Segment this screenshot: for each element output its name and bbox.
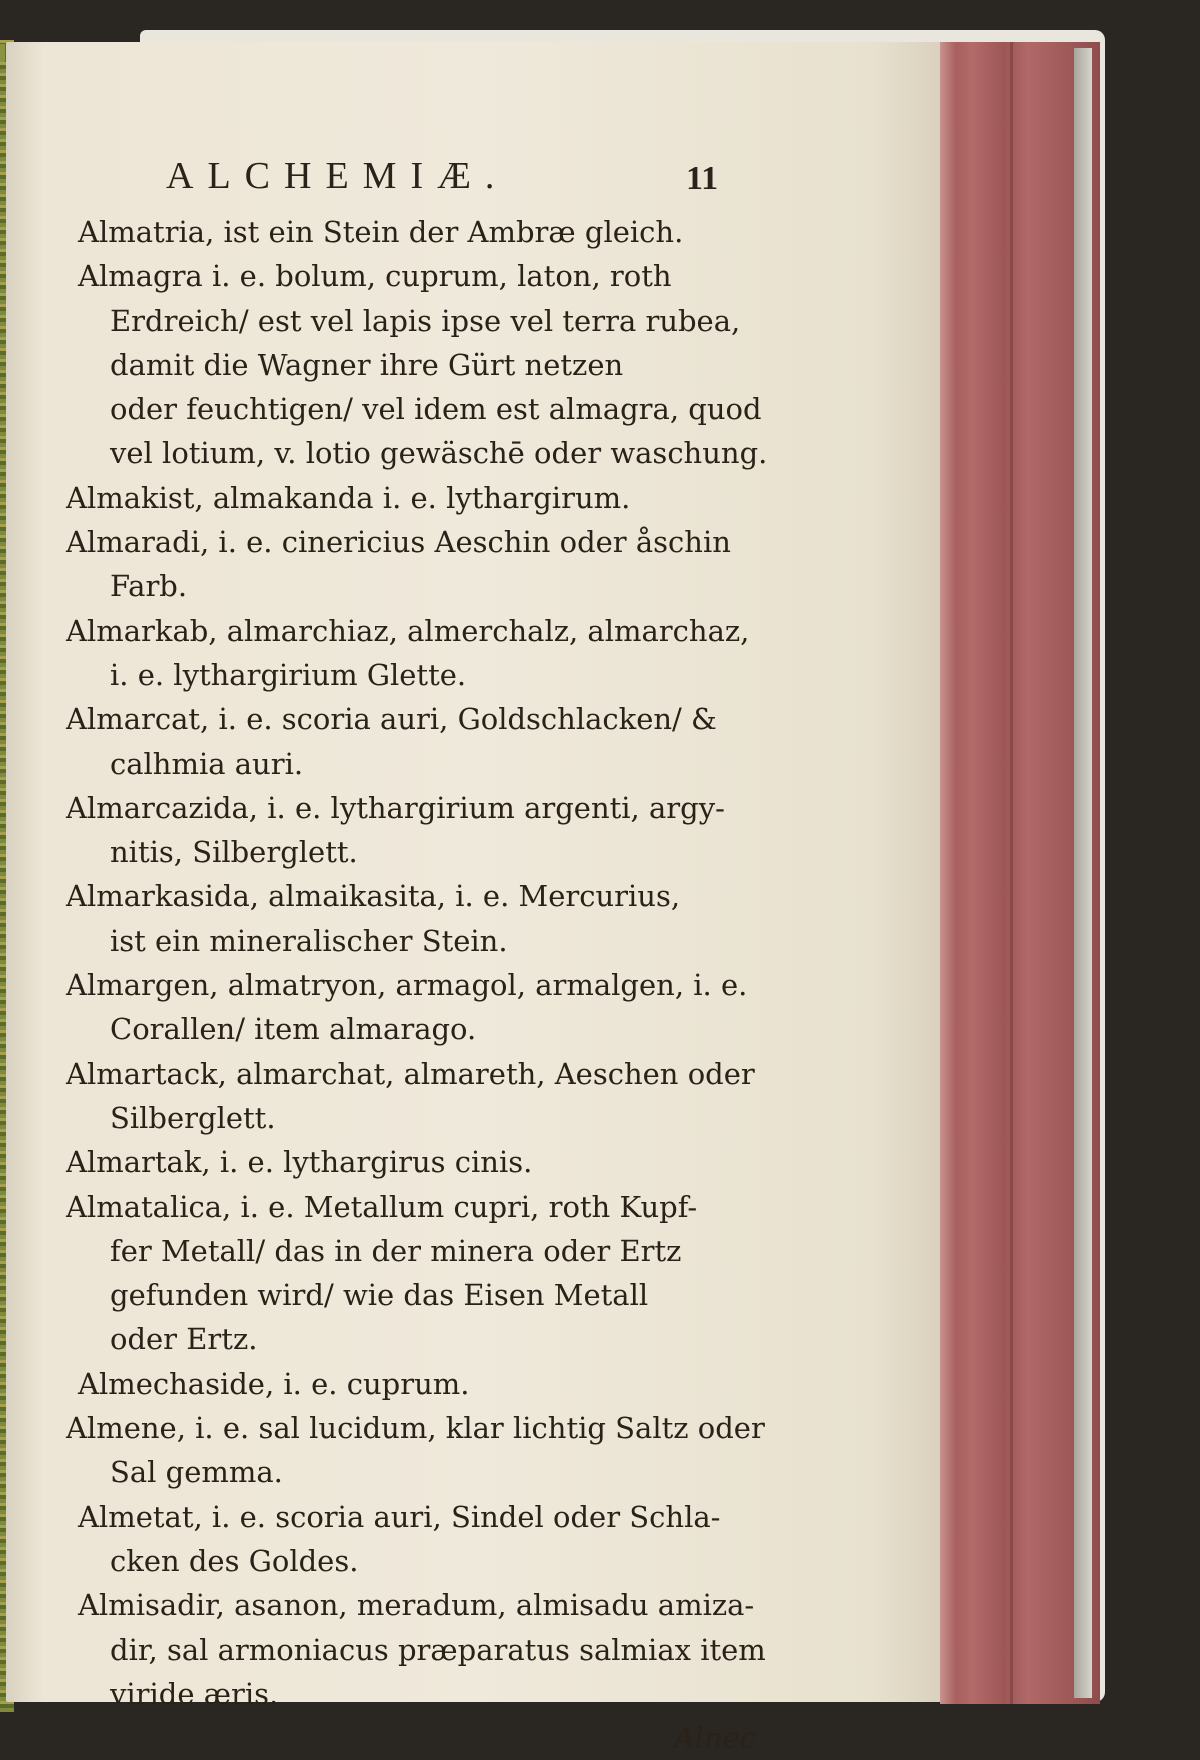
text-line: cken des Goldes. (110, 1543, 359, 1578)
text-line: Almarcat, i. e. scoria auri, Goldschlacken/ & (66, 702, 717, 737)
text-line: dir, sal armoniacus præparatus salmiax item (110, 1632, 766, 1667)
text-line: Almaradi, i. e. cinericius Aeschin oder åschin (66, 525, 731, 560)
text-line: Almagra i. e. bolum, cuprum, laton, roth (78, 259, 672, 294)
text-line: nitis, Silberglett. (110, 835, 358, 870)
text-line: gefunden wird/ wie das Eisen Metall (110, 1278, 649, 1313)
text-line: Almartack, almarchat, almareth, Aeschen oder (66, 1056, 755, 1091)
text-line: viride æris. (110, 1676, 279, 1711)
text-line: vel lotium, v. lotio gewäschē oder waschung. (110, 436, 768, 471)
glossary-text (66, 210, 766, 1760)
text-line: oder Ertz. (110, 1322, 258, 1357)
text-line: Erdreich/ est vel lapis ipse vel terra rubea, (110, 303, 741, 338)
text-line: Almakist, almakanda i. e. lythargirum. (66, 480, 631, 515)
running-head: ALCHEMIÆ. (166, 155, 509, 197)
text-line: Almarcazida, i. e. lythargirium argenti, argy- (66, 790, 725, 825)
page-fore-edge (940, 42, 1100, 1704)
text-line: Almarkasida, almaikasita, i. e. Mercurius, (66, 879, 681, 914)
text-line: Almatalica, i. e. Metallum cupri, roth Kupf- (66, 1189, 698, 1224)
text-line: Corallen/ item almarago. (110, 1012, 477, 1047)
catchword: Alnec (673, 1721, 756, 1756)
text-line: oder feuchtigen/ vel idem est almagra, quod (110, 392, 762, 427)
text-line: Almisadir, asanon, meradum, almisadu amiza- (78, 1588, 755, 1623)
text-line: Almartak, i. e. lythargirus cinis. (66, 1145, 533, 1180)
fore-edge-seam (1010, 42, 1013, 1704)
page-number: 11 (686, 160, 719, 197)
text-line: Almene, i. e. sal lucidum, klar lichtig Saltz oder (66, 1411, 765, 1446)
text-line: damit die Wagner ihre Gürt netzen (110, 347, 624, 382)
text-line: calhmia auri. (110, 746, 304, 781)
text-line: Almetat, i. e. scoria auri, Sindel oder Schla- (78, 1499, 721, 1534)
text-line: fer Metall/ das in der minera oder Ertz (110, 1233, 682, 1268)
text-line: Almatria, ist ein Stein der Ambræ gleich. (78, 215, 684, 249)
text-line: Almarkab, almarchiaz, almerchalz, almarchaz, (66, 613, 750, 648)
text-line: Almargen, almatryon, armagol, armalgen, i. e. (66, 968, 748, 1003)
text-line: Silberglett. (110, 1100, 276, 1135)
cover-edge (1074, 48, 1092, 1698)
text-line: i. e. lythargirium Glette. (110, 657, 467, 692)
text-line: Almechaside, i. e. cuprum. (78, 1366, 470, 1401)
text-line: Sal gemma. (110, 1455, 283, 1490)
book-page (6, 42, 948, 1756)
text-line: Farb. (110, 569, 188, 604)
text-line: ist ein mineralischer Stein. (110, 923, 508, 958)
